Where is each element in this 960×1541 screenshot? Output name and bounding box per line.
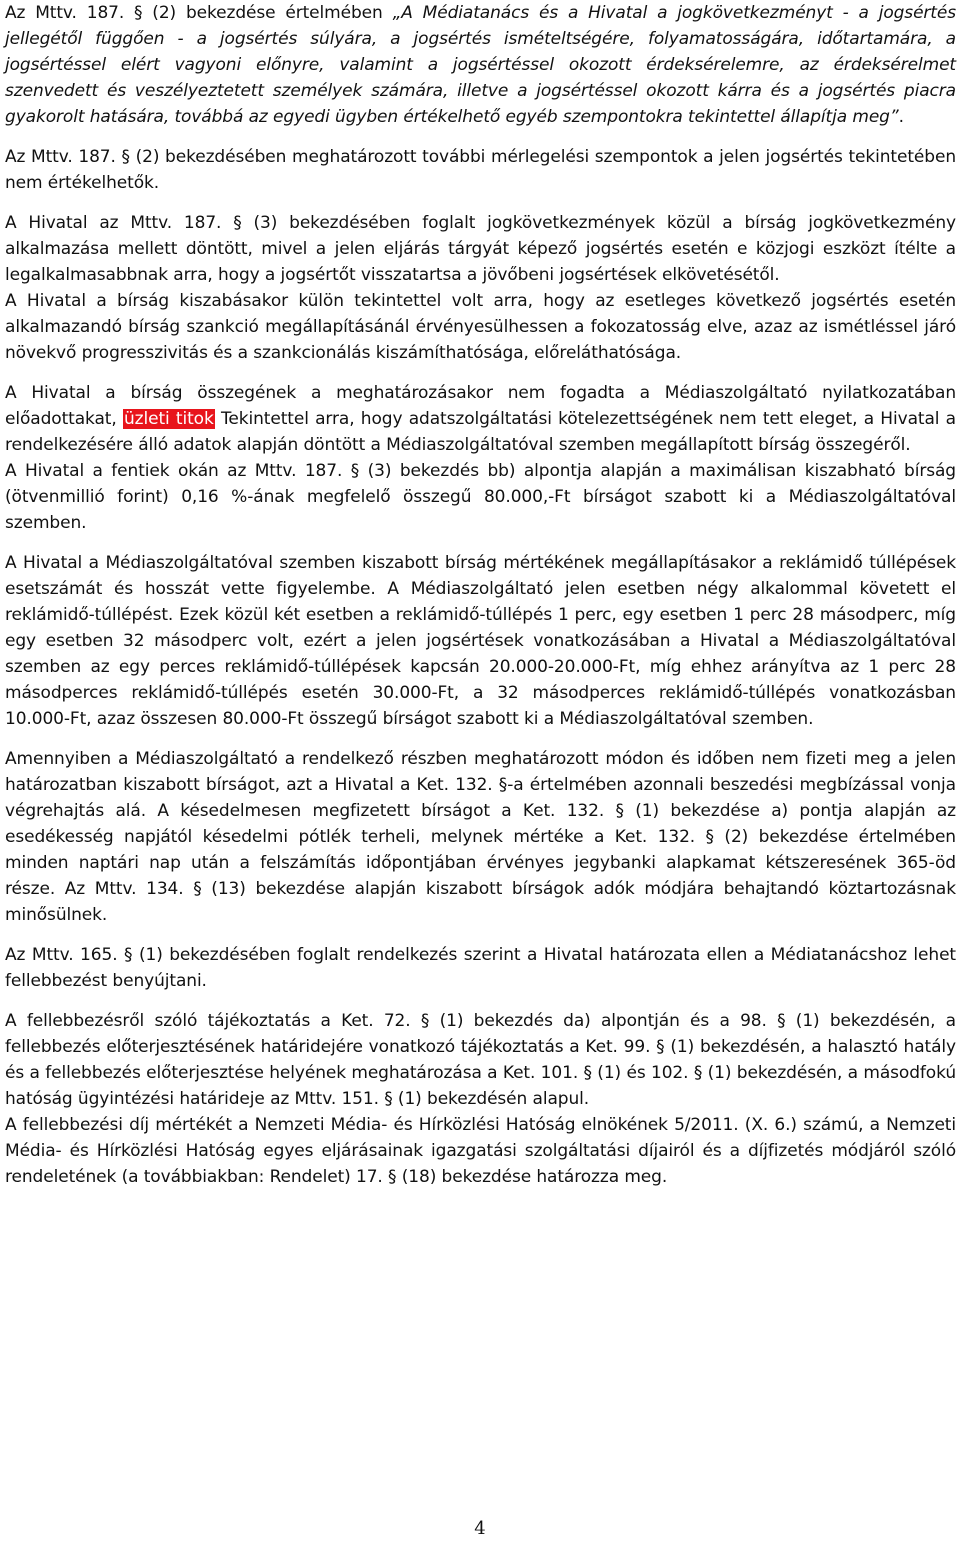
paragraph-8: Amennyiben a Médiaszolgáltató a rendelkező részben meghatározott módon és időben nem fizeti meg a jelen határozatban kiszabott bírságot, azt a Hivatal a Ket. 132. §-a értelmében azonnali beszedési megbízással vonja végrehajtás alá. A késedelmesen megfizetett bírságot a Ket. 132. § (1) bekezdése a) pontja alapján az esedékesség napjától késedelmi pótlék terheli, melynek mértéke a Ket. 132. § (2) bekezdése értelmében minden naptári nap után a felszámítás időpontjában érvényes jegybanki alapkamat kétszeresének 365-öd része. Az Mttv. 134. § (13) bekezdése alapján kiszabott bírságok adók módjára behajtandó köztartozásnak minősülnek.	[5, 749, 956, 925]
paragraph-9: Az Mttv. 165. § (1) bekezdésében foglalt rendelkezés szerint a Hivatal határozata ellen a Médiatanácshoz lehet fellebbezést benyújtani.	[5, 945, 956, 991]
paragraph-1	[5, 0, 956, 130]
paragraph-1-end: .	[898, 107, 904, 127]
paragraph-5-after: Tekintettel arra, hogy adatszolgáltatási kötelezettségének nem tett eleget, a Hivatal a rendelkezésére álló adatok alapján döntött a Médiaszolgáltatóval szemben megállapított bírság összegéről.	[5, 409, 956, 455]
paragraph-1-lead: Az Mttv. 187. § (2) bekezdése értelmében	[5, 3, 393, 23]
paragraph-10: A fellebbezésről szóló tájékoztatás a Ket. 72. § (1) bekezdés da) alpontján és a 98. § (1) bekezdésén, a fellebbezés előterjesztésének határidejére vonatkozó tájékoztatás a Ket. 99. § (1) bekezdésén, a halasztó hatály és a fellebbezés előterjesztése helyének meghatározása a Ket. 101. § (1) és 102. § (1) bekezdésén, a másodfokú hatóság ügyintézési határideje az Mttv. 151. § (1) bekezdésén alapul.	[5, 1011, 956, 1109]
paragraph-4: A Hivatal a bírság kiszabásakor külön tekintettel volt arra, hogy az esetleges következő jogsértés esetén alkalmazandó bírság szankció megállapításánál érvényesülhessen a fokozatosság elve, azaz az ismétléssel járó növekvő progresszivitás és a szankcionálás kiszámíthatósága, előreláthatósága.	[5, 291, 956, 363]
document-page	[5, 0, 956, 1190]
page-number: 4	[474, 1518, 486, 1539]
paragraph-7: A Hivatal a Médiaszolgáltatóval szemben kiszabott bírság mértékének megállapításakor a reklámidő túllépések esetszámát és hosszát vette figyelembe. A Médiaszolgáltató jelen esetben négy alkalommal követett el reklámidő-túllépést. Ezek közül két esetben a reklámidő-túllépés 1 perc, egy esetben 1 perc 28 másodperc, míg egy esetben 32 másodperc volt, ezért a jelen jogsértések vonatkozásában a Hivatal a Médiaszolgáltatóval szemben az egy perces reklámidő-túllépések kapcsán 20.000-20.000-Ft, míg ehhez arányítva az 1 perc 28 másodperces reklámidő-túllépés esetén 30.000-Ft, a 32 másodperces reklámidő-túllépés vonatkozásban 10.000-Ft, azaz összesen 80.000-Ft összegű bírságot szabott ki a Médiaszolgáltatóval szemben.	[5, 553, 956, 729]
paragraph-6: A Hivatal a fentiek okán az Mttv. 187. § (3) bekezdés bb) alpontja alapján a maximálisan kiszabható bírság (ötvenmillió forint) 0,16 %-ának megfelelő összegű 80.000,-Ft bírságot szabott ki a Médiaszolgáltatóval szemben.	[5, 461, 956, 533]
paragraph-5	[5, 380, 956, 458]
paragraph-11: A fellebbezési díj mértékét a Nemzeti Média- és Hírközlési Hatóság elnökének 5/2011. (X. 6.) számú, a Nemzeti Média- és Hírközlési Hatóság egyes eljárásainak igazgatási szolgáltatási díjairól és a díjfizetés módjáról szóló rendeletének (a továbbiakban: Rendelet) 17. § (18) bekezdése határozza meg.	[5, 1115, 956, 1187]
paragraph-2: Az Mttv. 187. § (2) bekezdésében meghatározott további mérlegelési szempontok a jelen jogsértés tekintetében nem értékelhetők.	[5, 147, 956, 193]
paragraph-1-quote: „A Médiatanács és a Hivatal a jogkövetkezményt - a jogsértés jellegétől függően - a jogsértés súlyára, a jogsértés ismételtségére, folyamatosságára, időtartamára, a jogsértéssel elért vagyoni előnyre, valamint a jogsértéssel okozott érdeksérelemre, az érdeksérelmet szenvedett és veszélyeztetett személyek számára, illetve a jogsértéssel okozott kárra és a jogsértés piacra gyakorolt hatására, továbbá az egyedi ügyben értékelhető egyéb szempontokra tekintettel állapítja meg”	[5, 3, 956, 127]
paragraph-3: A Hivatal az Mttv. 187. § (3) bekezdésében foglalt jogkövetkezmények közül a bírság jogkövetkezmény alkalmazása mellett döntött, mivel a jelen eljárás tárgyát képező jogsértés esetén e közjogi eszközt ítélte a legalkalmasabbnak arra, hogy a jogsértőt visszatartsa a jövőbeni jogsértések elkövetésétől.	[5, 213, 956, 285]
redacted-business-secret: üzleti titok	[123, 409, 214, 429]
paragraph-5-before: A Hivatal a bírság összegének a meghatározásakor nem fogadta a Médiaszolgáltató nyilatkozatában előadottakat,	[5, 383, 956, 429]
